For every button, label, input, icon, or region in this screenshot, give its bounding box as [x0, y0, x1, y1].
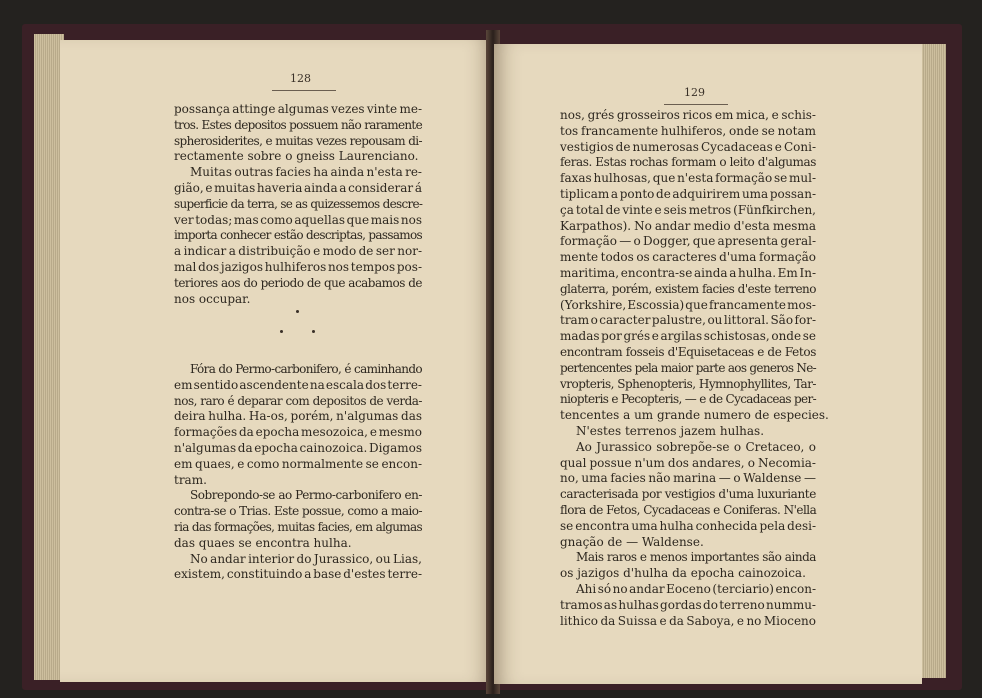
text-line: em quaes, e como normalmente se encon-	[174, 456, 422, 471]
text-line: glaterra, porém, existem facies d'este terreno	[560, 281, 816, 296]
text-line: nos, raro é deparar com depositos de verda-	[174, 393, 422, 408]
text-line: vestigios de numerosas Cycadaceas e Coni-	[560, 139, 816, 154]
text-line: ver todas; mas como aquellas que mais nos	[174, 212, 422, 227]
page-edges-right	[918, 44, 946, 678]
text-line: gião, e muitas haveria ainda a considerar á	[174, 180, 422, 195]
page-number: 129	[684, 86, 705, 99]
section-ornament-dot	[312, 330, 315, 333]
text-line: caracterisada por vestigios d'uma luxuriante	[560, 487, 816, 502]
text-line: tos francamente hulhiferos, onde se notam	[560, 123, 816, 138]
text-line: teriores aos do periodo de que acabamos de	[174, 275, 422, 290]
paragraph-block-1	[174, 102, 422, 307]
paragraph-block-2	[174, 362, 422, 583]
section-ornament-dot	[280, 330, 283, 333]
text-line: se encontra uma hulha conhecida pela desi-	[560, 518, 816, 533]
text-line: Fóra do Permo-carbonifero, é caminhando	[190, 362, 422, 376]
text-line: n'algumas da epocha cainozoica. Digamos	[174, 440, 422, 455]
text-line: nos, grés grosseiros ricos em mica, e schis-	[560, 108, 816, 122]
text-line: spherosiderites, e muitas vezes repousam di-	[174, 133, 422, 148]
text-line: Ao Jurassico sobrepõe-se o Cretaceo, o	[576, 439, 816, 454]
text-line: das quaes se encontra hulha.	[174, 535, 352, 550]
text-line: madas por grés e argilas schistosas, onde se	[560, 329, 816, 344]
text-line: Muitas outras facies ha ainda n'esta re-	[190, 165, 422, 180]
text-line: ça total de vinte e seis metros (Fünfkirchen,	[560, 202, 816, 217]
text-line: formações da epocha mesozoica, e mesmo	[174, 425, 422, 440]
text-line: mente todos os caracteres d'uma formação	[560, 250, 816, 265]
text-line: Sobrepondo-se ao Permo-carbonifero en-	[190, 488, 422, 503]
header-rule	[272, 90, 336, 91]
text-line: em sentido ascendente na escala dos terre-	[174, 377, 422, 392]
text-line: tramos as hulhas gordas do terreno nummu-	[560, 597, 816, 612]
text-line: deira hulha. Ha-os, porém, n'algumas das	[174, 409, 423, 424]
text-line: N'estes terrenos jazem hulhas.	[576, 423, 765, 438]
text-line: gnação de — Waldense.	[560, 534, 704, 549]
header-rule	[664, 104, 728, 105]
text-line: os jazigos d'hulha da epocha cainozoica.	[560, 566, 806, 581]
text-line: encontram fosseis d'Equisetaceas e de Fetos	[560, 344, 817, 359]
text-line: nos occupar.	[174, 291, 251, 306]
text-line: tros. Estes depositos possuem não raramente	[174, 117, 423, 132]
text-line: tram o caracter palustre, ou littoral. São for-	[560, 313, 816, 328]
text-line: lithico da Suissa e da Saboya, e no Mioceno	[560, 613, 816, 628]
text-line: (Yorkshire, Escossia) que francamente mos-	[560, 297, 816, 312]
text-line: tencentes a um grande numero de especies.	[560, 408, 829, 423]
text-line: maritima, encontra-se ainda a hulha. Em In-	[560, 265, 816, 280]
page-number: 128	[290, 72, 311, 85]
text-line: qual possue n'um dos andares, o Necomia-	[560, 455, 816, 470]
text-line: Karpathos). No andar medio d'esta mesma	[560, 218, 816, 233]
text-line: vropteris, Sphenopteris, Hymnophyllites, Tar-	[560, 376, 816, 391]
text-line: No andar interior do Jurassico, ou Lias,	[190, 551, 422, 566]
text-line: pertencentes pela maior parte aos generos Ne-	[560, 360, 816, 375]
text-line: ria das formações, muitas facies, em algumas	[174, 519, 422, 534]
text-line: mal dos jazigos hulhiferos nos tempos pos-	[174, 259, 422, 274]
text-line: faxas hulhosas, que n'esta formação se mul-	[560, 171, 816, 186]
text-line: flora de Fetos, Cycadaceas e Coniferas. N'ella	[560, 502, 817, 517]
text-line: Mais raros e menos importantes são ainda	[576, 550, 816, 565]
text-line: importa conhecer estão descriptas, passamos	[174, 228, 422, 243]
left-page	[60, 40, 492, 682]
text-line: a indicar a distribuição e modo de ser nor-	[174, 244, 422, 259]
text-line: tiplicam a ponto de adquirirem uma possan-	[560, 186, 816, 201]
paragraph-block	[560, 108, 829, 629]
text-line: possança attinge algumas vezes vinte me-	[174, 102, 423, 116]
text-line: feras. Estas rochas formam o leito d'algumas	[560, 155, 816, 170]
text-line: tram.	[174, 472, 207, 487]
right-page	[494, 44, 922, 684]
text-line: Ahi só no andar Eoceno (terciario) encon-	[576, 581, 816, 596]
text-line: formação — o Dogger, que apresenta geral-	[560, 234, 817, 249]
text-line: rectamente sobre o gneiss Laurenciano.	[174, 149, 419, 164]
text-line: no, uma facies não marina — o Waldense —	[560, 471, 816, 486]
text-line: contra-se o Trias. Este possue, como a maio-	[174, 504, 422, 519]
text-line: niopteris e Pecopteris, — e de Cycadaceas per-	[560, 392, 816, 407]
section-ornament-dot	[296, 310, 299, 313]
text-line: superficie da terra, se as quizessemos descre-	[174, 196, 423, 211]
text-line: existem, constituindo a base d'estes terre-	[174, 567, 422, 582]
